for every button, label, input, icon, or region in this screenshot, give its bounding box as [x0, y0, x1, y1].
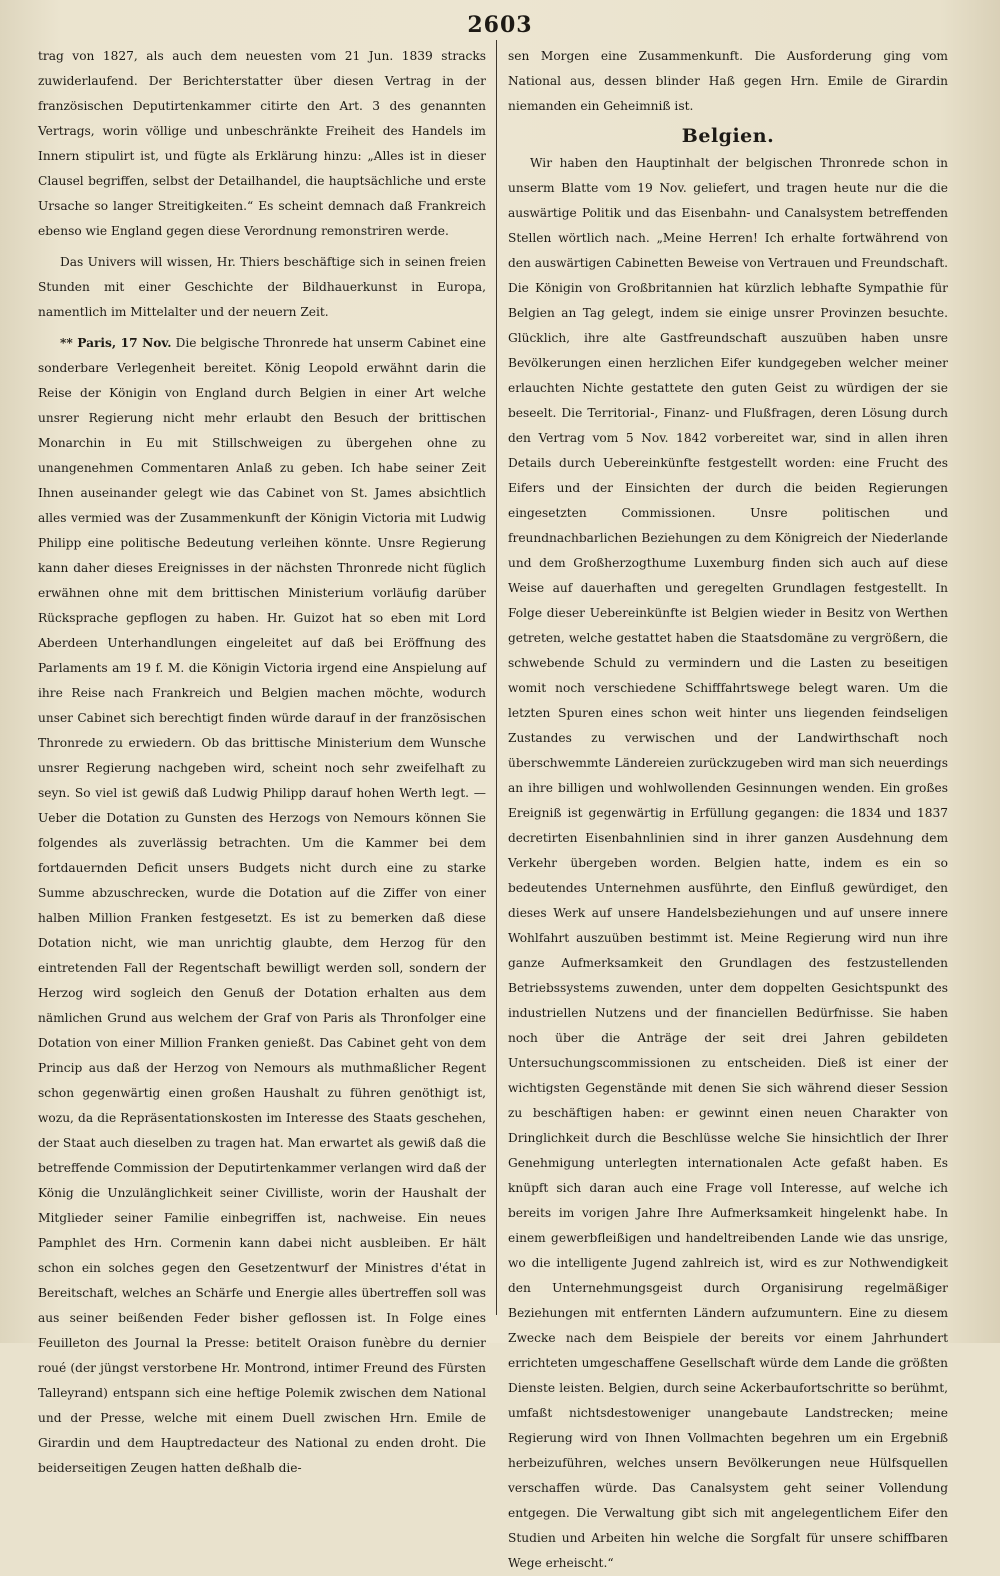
right-paragraph-1: sen Morgen eine Zusammenkunft. Die Ausforderung ging vom National aus, dessen blinder Haß gegen Hrn. Emile de Girardin niemanden ein Geheimniß ist.	[508, 49, 948, 113]
left-paragraph-2: Das Univers will wissen, Hr. Thiers beschäftige sich in seinen freien Stunden mit einer Geschichte der Bildhauerkunst in Europa, namentlich im Mittelalter und der neuern Zeit.	[38, 255, 486, 319]
right-column	[508, 44, 948, 1570]
section-heading-belgien: Belgien.	[681, 125, 775, 147]
left-paragraph-3	[38, 331, 486, 1481]
right-paragraph-2: Wir haben den Hauptinhalt der belgischen Thronrede schon in unserm Blatte vom 19 Nov. geliefert, und tragen heute nur die die auswärtige Politik und das Eisenbahn- und Canalsystem betreffenden Stellen wörtlich nach. „Meine Herren! Ich erhalte fortwährend von den auswärtigen Cabinetten Beweise von Vertrauen und Freundschaft. Die Königin von Großbritannien hat kürzlich lebhafte Sympathie für Belgien an Tag gelegt, indem sie einige unsrer Provinzen besuchte. Glücklich, ihre alte Gastfreundschaft auszuüben haben unsre Bevölkerungen einen herzlichen Eifer kundgegeben welcher meiner erlauchten Nichte gestattete den guten Geist zu würdigen der sie beseelt. Die Territorial-, Finanz- und Flußfragen, deren Lösung durch den Vertrag vom 5 Nov. 1842 vorbereitet war, sind in allen ihren Details durch Uebereinkünfte festgestellt worden: eine Frucht des Eifers und der Einsichten der durch die beiden Regierungen eingesetzten Commissionen. Unsre politischen und freundnachbarlichen Beziehungen zu dem Königreich der Niederlande und dem Großherzogthume Luxemburg finden sich auch auf diese Weise auf dauerhaften und geregelten Grundlagen festgestellt. In Folge dieser Uebereinkünfte ist Belgien wieder in Besitz von Werthen getreten, welche gestattet haben die Staatsdomäne zu vergrößern, die schwebende Schuld zu vermindern und die Lasten zu beseitigen womit noch verschiedene Schifffahrtswege belegt waren. Um die letzten Spuren eines schon weit hinter uns liegenden feindseligen Zustandes zu verwischen und der Landwirthschaft noch überschwemmte Ländereien zurückzugeben wird man sich neuerdings an ihre billigen und wohlwollenden Gesinnungen wenden. Ein großes Ereigniß ist gegenwärtig in Erfüllung gegangen: die 1834 und 1837 decretirten Eisenbahnlinien sind in ihrer ganzen Ausdehnung dem Verkehr übergeben worden. Belgien hatte, indem es ein so bedeutendes Unternehmen ausführte, den Einfluß gewürdiget, den dieses Werk auf unsere Handelsbeziehungen und auf unsere innere Wohlfahrt auszuüben bestimmt ist. Meine Regierung wird nun ihre ganze Aufmerksamkeit den Grundlagen des festzustellenden Betriebssystems zuwenden, unter dem doppelten Gesichtspunkt des industriellen Nutzens und der financiellen Bedürfnisse. Sie haben noch über die Anträge der seit drei Jahren gebildeten Untersuchungscommissionen zu entscheiden. Dieß ist einer der wichtigsten Gegenstände mit denen Sie sich während dieser Session zu beschäftigen haben: er gewinnt einen neuen Charakter von Dringlichkeit durch die Beschlüsse welche Sie hinsichtlich der Ihrer Genehmigung unterlegten internationalen Acte gefaßt haben. Es knüpft sich daran auch eine Frage voll Interesse, auf welche ich bereits im vorigen Jahre Ihre Aufmerksamkeit hingelenkt habe. In einem gewerbfleißigen und handeltreibenden Lande wie das unsrige, wo die intelligente Jugend zahlreich ist, wird es zur Nothwendigkeit den Unternehmungsgeist durch Organisirung regelmäßiger Beziehungen mit entfernten Ländern aufzumuntern. Eine zu diesem Zwecke nach dem Beispiele der bereits vor einem Jahrhundert errichteten umgeschaffene Gesellschaft würde dem Lande die größten Dienste leisten. Belgien, durch seine Ackerbaufortschritte so berühmt, umfaßt nichtsdestoweniger unangebaute Landstrecken; meine Regierung wird von Ihnen Vollmachten begehren um ein Ergebniß herbeizuführen, welches unsern Bevölkerungen neue Hülfsquellen verschaffen würde. Das Canalsystem geht seiner Vollendung entgegen. Die Verwaltung gibt sich mit angelegentlichem Eifer den Studien und Arbeiten hin welche die Sorgfalt für unsere schiffbaren Wege erheischt.“	[508, 156, 948, 1570]
paris-report-text: Die belgische Thronrede hat unserm Cabinet eine sonderbare Verlegenheit bereitet. König Leopold erwähnt darin die Reise der Königin von England durch Belgien in einer Art welche unsrer Regierung nicht mehr erlaubt den Besuch der brittischen Monarchin in Eu mit Stillschweigen zu übergehen ohne zu unangenehmen Commentaren Anlaß zu geben. Ich habe seiner Zeit Ihnen auseinander gelegt wie das Cabinet von St. James absichtlich alles vermied was der Zusammenkunft der Königin Victoria mit Ludwig Philipp eine politische Bedeutung verleihen könnte. Unsre Regierung kann daher dieses Ereignisses in der nächsten Thronrede nicht füglich erwähnen ohne mit dem brittischen Ministerium vorläufig darüber Rücksprache gepflogen zu haben. Hr. Guizot hat so eben mit Lord Aberdeen Unterhandlungen eingeleitet auf daß bei Eröffnung des Parlaments am 19 f. M. die Königin Victoria irgend eine Anspielung auf ihre Reise nach Frankreich und Belgien machen möchte, wodurch unser Cabinet sich berechtigt finden würde darauf in der französischen Thronrede zu erwiedern. Ob das brittische Ministerium dem Wunsche unsrer Regierung nachgeben wird, scheint noch sehr zweifelhaft zu seyn. So viel ist gewiß daß Ludwig Philipp darauf hohen Werth legt. — Ueber die Dotation zu Gunsten des Herzogs von Nemours können Sie folgendes als zuverlässig betrachten. Um die Kammer bei dem fortdauernden Deficit unsers Budgets nicht durch eine zu starke Summe abzuschrecken, wurde die Dotation auf die Ziffer von einer halben Million Franken festgesetzt. Es ist zu bemerken daß diese Dotation nicht, wie man unrichtig glaubte, dem Herzog für den eintretenden Fall der Regentschaft bewilligt werden soll, sondern der Herzog wird sogleich den Genuß der Dotation erhalten aus dem nämlichen Grund aus welchem der Graf von Paris als Thronfolger eine Dotation von einer Million Franken genießt. Das Cabinet geht von dem Princip aus daß der Herzog von Nemours als muthmaßlicher Regent schon gegenwärtig einen großen Haushalt zu führen genöthigt ist, wozu, da die Repräsentationskosten im Interesse des Staats geschehen, der Staat auch dieselben zu tragen hat. Man erwartet als gewiß daß die betreffende Commission der Deputirtenkammer verlangen wird daß der König die Unzulänglichkeit seiner Civilliste, worin der Haushalt der Mitglieder seiner Familie einbegriffen ist, nachweise. Ein neues Pamphlet des Hrn. Cormenin kann dabei nicht ausbleiben. Er hält schon ein solches gegen den Gesetzentwurf der Ministres d'état in Bereitschaft, welches an Schärfe und Energie alles übertreffen soll was aus seiner beißenden Feder bisher geflossen ist. In Folge eines Feuilleton des Journal la Presse: betitelt Oraison funèbre du dernier roué (der jüngst verstorbene Hr. Montrond, intimer Freund des Fürsten Talleyrand) entspann sich eine heftige Polemik zwischen dem National und der Presse, welche mit einem Duell zwischen Hrn. Emile de Girardin und dem Hauptredacteur des National zu enden droht. Die beiderseitigen Zeugen hatten deßhalb die-	[38, 336, 486, 1475]
column-divider	[496, 40, 497, 1315]
left-paragraph-1: trag von 1827, als auch dem neuesten vom 21 Jun. 1839 stracks zuwiderlaufend. Der Berichterstatter über diesen Vertrag in der französischen Deputirtenkammer citirte den Art. 3 des genannten Vertrags, worin völlige und unbeschränkte Freiheit des Handels im Innern stipulirt ist, und fügte als Erklärung hinzu: „Alles ist in dieser Clausel begriffen, selbst der Detailhandel, die hauptsächliche und erste Ursache so langer Streitigkeiten.“ Es scheint demnach daß Frankreich ebenso wie England gegen diese Verordnung remonstriren werde.	[38, 49, 486, 238]
left-column	[38, 44, 486, 1475]
page-number: 2603	[467, 12, 533, 38]
paris-dateline: ** Paris, 17 Nov.	[60, 336, 172, 350]
